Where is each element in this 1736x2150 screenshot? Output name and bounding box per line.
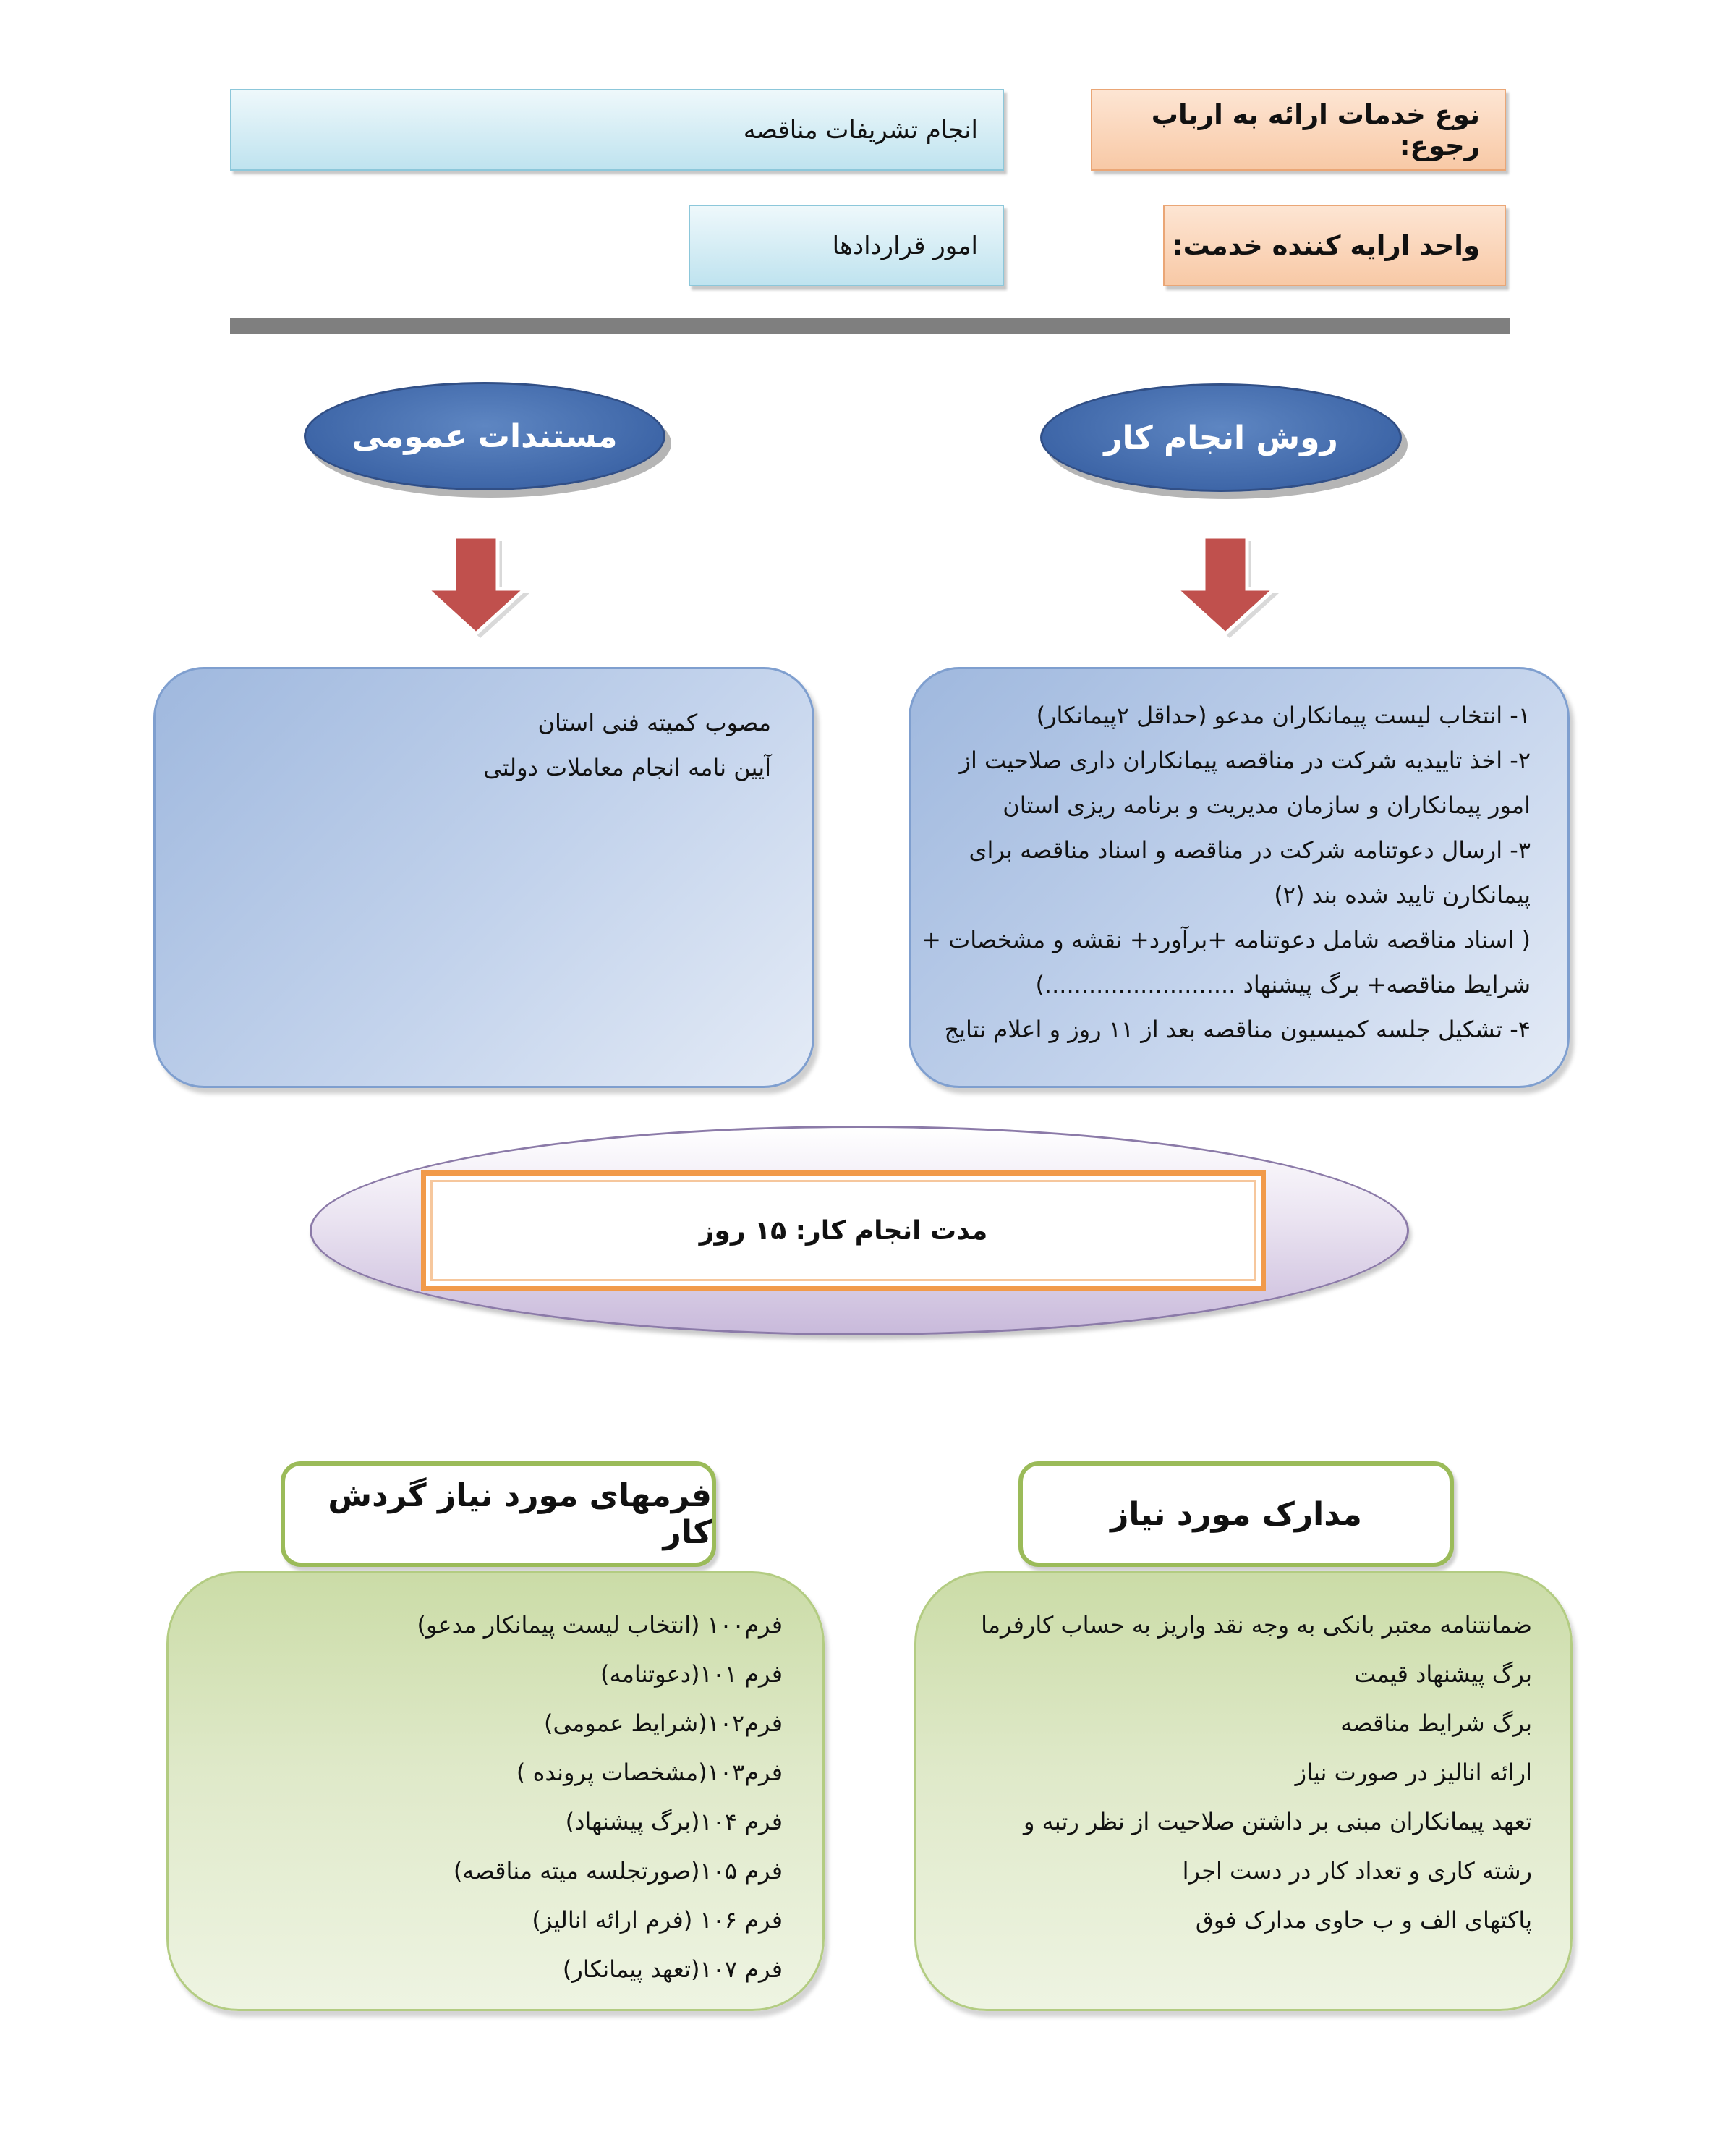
service-type-value-text: انجام تشریفات مناقصه bbox=[743, 115, 978, 145]
method-steps bbox=[922, 693, 1531, 1052]
provider-unit-label-text: واحد ارایه کننده خدمت: bbox=[1172, 230, 1480, 261]
method-line: ۲- اخذ تاییدیه شرکت در مناقصه پیمانکاران داری صلاحیت از bbox=[959, 747, 1531, 774]
method-arrow-icon bbox=[1172, 535, 1288, 644]
required-doc-item: ضمانتنامه معتبر بانکی به وجه نقد واریز به حساب کارفرما bbox=[981, 1611, 1532, 1639]
documents-line: مصوب کمیته فنی استان bbox=[537, 709, 771, 736]
documents-title-oval bbox=[304, 382, 665, 490]
required-doc-item: رشته کاری و تعداد کار در دست اجرا bbox=[1182, 1857, 1532, 1885]
duration-box bbox=[421, 1170, 1266, 1291]
method-title: روش انجام کار bbox=[1104, 419, 1338, 456]
method-line: ( اسناد مناقصه شامل دعوتنامه +برآورد+ نقشه و مشخصات + bbox=[922, 926, 1531, 953]
documents-line: آیین نامه انجام معاملات دولتی bbox=[483, 754, 771, 781]
service-type-label-text: نوع خدمات ارائه به ارباب رجوع: bbox=[1151, 98, 1480, 161]
documents-list bbox=[188, 700, 771, 790]
workflow-form-item: فرم ۱۰۷(تعهد پیمانکار) bbox=[562, 1955, 783, 1983]
method-line: امور پیمانکاران و سازمان مدیریت و برنامه ریزی استان bbox=[1003, 791, 1531, 819]
service-type-label bbox=[1091, 89, 1506, 171]
required-doc-item: برگ شرایط مناقصه bbox=[1340, 1709, 1532, 1737]
method-line: ۴- تشکیل جلسه کمیسیون مناقصه بعد از ۱۱ روز و اعلام نتایج bbox=[944, 1016, 1531, 1043]
method-title-oval bbox=[1040, 383, 1402, 492]
workflow-form-item: فرم۱۰۰ (انتخاب لیست پیمانکار مدعو) bbox=[417, 1611, 783, 1639]
duration-text: مدت انجام کار: ۱۵ روز bbox=[699, 1215, 988, 1246]
method-line: ۱- انتخاب لیست پیمانکاران مدعو (حداقل ۲پیمانکار) bbox=[1036, 702, 1531, 729]
required-docs-header bbox=[1018, 1461, 1454, 1567]
method-line: پیمانکارن تایید شده بند (۲) bbox=[1274, 881, 1531, 909]
workflow-forms-title: فرمهای مورد نیاز گردش کار bbox=[328, 1477, 712, 1551]
workflow-form-item: فرم ۱۰۴(برگ پیشنهاد) bbox=[565, 1808, 783, 1835]
workflow-form-item: فرم ۱۰۱(دعوتنامه) bbox=[600, 1660, 783, 1688]
required-doc-item: برگ پیشنهاد قیمت bbox=[1354, 1660, 1532, 1688]
service-type-value bbox=[230, 89, 1004, 171]
required-doc-item: پاکتهای الف و ب حاوی مدارک فوق bbox=[1195, 1906, 1532, 1934]
method-line: شرایط مناقصه+ برگ پیشنهاد ..........................) bbox=[1035, 971, 1531, 998]
required-docs-title: مدارک مورد نیاز bbox=[1110, 1495, 1362, 1533]
workflow-form-item: فرم۱۰۳(مشخصات پرونده ) bbox=[516, 1759, 783, 1786]
documents-arrow-icon bbox=[422, 535, 538, 644]
provider-unit-value-text: امور قراردادها bbox=[832, 231, 978, 260]
provider-unit-label bbox=[1163, 205, 1506, 286]
workflow-forms-header bbox=[281, 1461, 716, 1567]
provider-unit-value bbox=[689, 205, 1004, 286]
header-divider bbox=[230, 318, 1510, 334]
workflow-forms-list bbox=[203, 1600, 783, 1994]
workflow-form-item: فرم ۱۰۶ (فرم ارائه انالیز) bbox=[532, 1906, 783, 1934]
method-line: ۳- ارسال دعوتنامه شرکت در مناقصه و اسناد مناقصه برای bbox=[969, 836, 1531, 864]
required-doc-item: ارائه انالیز در صورت نیاز bbox=[1295, 1759, 1532, 1786]
required-docs-list bbox=[948, 1600, 1532, 1945]
required-doc-item: تعهد پیمانکاران مبنی بر داشتن صلاحیت از نظر رتبه و bbox=[1024, 1808, 1532, 1835]
workflow-form-item: فرم۱۰۲(شرایط عمومی) bbox=[543, 1709, 783, 1737]
documents-title: مستندات عمومی bbox=[352, 417, 618, 455]
workflow-form-item: فرم ۱۰۵(صورتجلسه میته مناقصه) bbox=[453, 1857, 783, 1885]
